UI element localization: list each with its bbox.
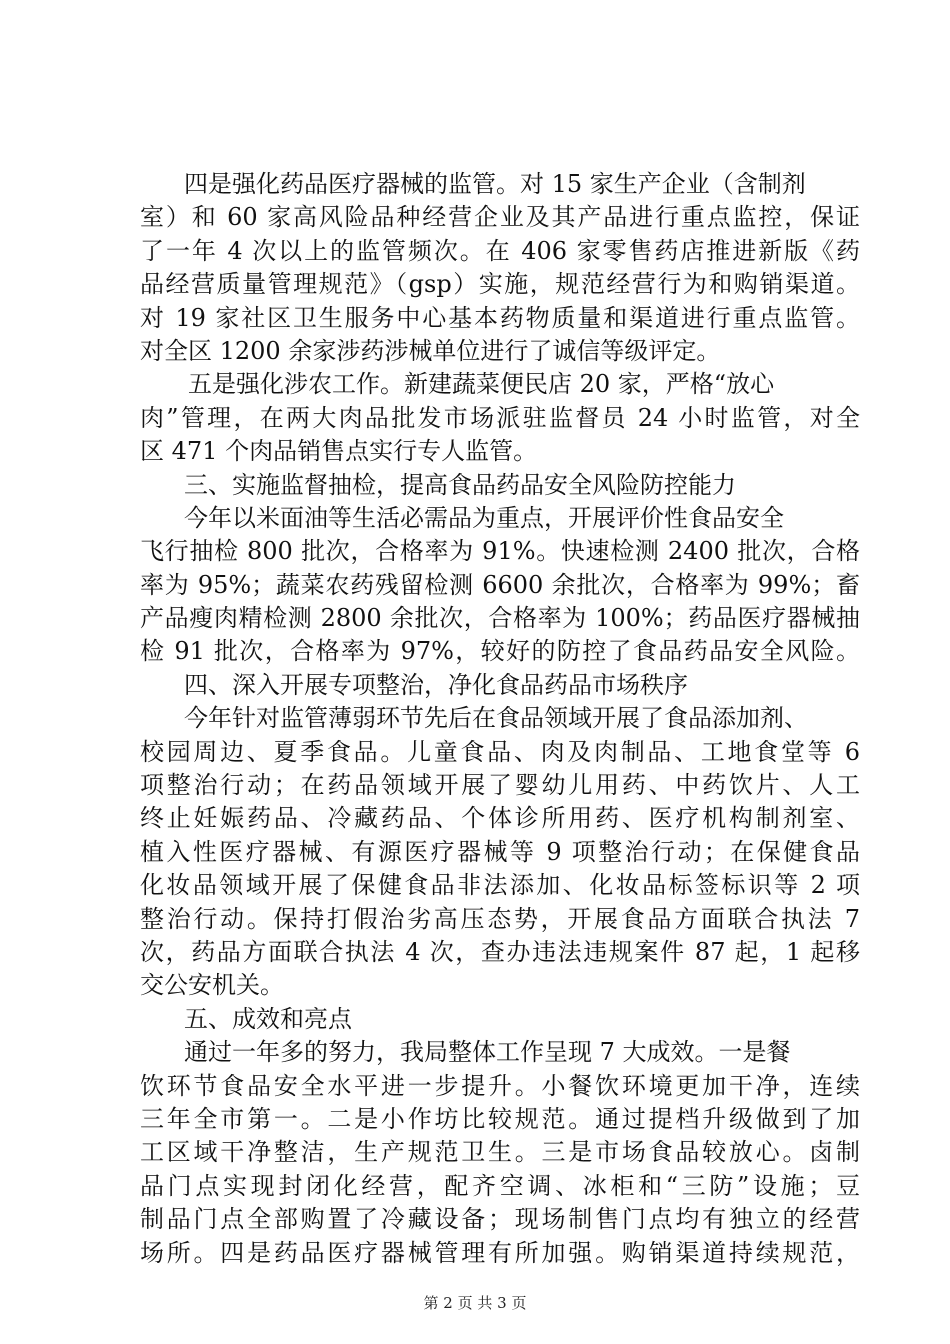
text-line: 场所。四是药品医疗器械管理有所加强。购销渠道持续规范，	[140, 1238, 860, 1267]
text-line: 工区域干净整洁，生产规范卫生。三是市场食品较放心。卤制	[140, 1138, 860, 1167]
text-line: 今年针对监管薄弱环节先后在食品领域开展了食品添加剂、	[184, 704, 808, 733]
text-line: 植入性医疗器械、有源医疗器械等 9 项整治行动；在保健食品	[140, 837, 860, 866]
text-line: 品经营质量管理规范》（gsp）实施，规范经营行为和购销渠道。	[140, 270, 860, 299]
text-line: 检 91 批次，合格率为 97%，较好的防控了食品药品安全风险。	[140, 637, 860, 666]
text-line: 室）和 60 家高风险品种经营企业及其产品进行重点监控，保证	[140, 203, 860, 232]
text-line: 校园周边、夏季食品。儿童食品、肉及肉制品、工地食堂等 6	[140, 737, 860, 766]
section-heading: 三、实施监督抽检，提高食品药品安全风险防控能力	[184, 470, 736, 499]
text-line: 四是强化药品医疗器械的监管。对 15 家生产企业（含制剂	[184, 170, 806, 198]
text-line: 通过一年多的努力，我局整体工作呈现 7 大成效。一是餐	[184, 1038, 791, 1067]
text-line: 对全区 1200 余家涉药涉械单位进行了诚信等级评定。	[140, 336, 721, 365]
text-line: 整治行动。保持打假治劣高压态势，开展食品方面联合执法 7	[140, 904, 860, 933]
text-line: 饮环节食品安全水平进一步提升。小餐饮环境更加干净，连续	[140, 1071, 860, 1100]
text-line: 制品门点全部购置了冷藏设备；现场制售门点均有独立的经营	[140, 1205, 860, 1234]
text-line: 三年全市第一。二是小作坊比较规范。通过提档升级做到了加	[140, 1104, 860, 1133]
text-line: 化妆品领域开展了保健食品非法添加、化妆品标签标识等 2 项	[140, 871, 860, 900]
text-line: 五是强化涉农工作。新建蔬菜便民店 20 家，严格“放心	[188, 370, 775, 399]
text-line: 次，药品方面联合执法 4 次，查办违法违规案件 87 起，1 起移	[140, 937, 860, 966]
section-heading: 五、成效和亮点	[184, 1004, 352, 1033]
text-line: 交公安机关。	[140, 971, 284, 1000]
text-line: 终止妊娠药品、冷藏药品、个体诊所用药、医疗机构制剂室、	[140, 804, 860, 833]
text-line: 了一年 4 次以上的监管频次。在 406 家零售药店推进新版《药	[140, 236, 860, 265]
text-line: 肉”管理，在两大肉品批发市场派驻监督员 24 小时监管，对全	[140, 403, 860, 432]
text-line: 品门点实现封闭化经营，配齐空调、冰柜和“三防”设施；豆	[140, 1171, 860, 1200]
text-line: 区 471 个肉品销售点实行专人监管。	[140, 437, 538, 466]
text-line: 对 19 家社区卫生服务中心基本药物质量和渠道进行重点监管。	[140, 303, 860, 332]
section-heading: 四、深入开展专项整治，净化食品药品市场秩序	[184, 670, 688, 699]
page-number-footer: 第 2 页 共 3 页	[423, 1294, 527, 1312]
text-line: 率为 95%；蔬菜农药残留检测 6600 余批次，合格率为 99%；畜	[140, 570, 860, 599]
document-body	[140, 168, 860, 1270]
text-line: 产品瘦肉精检测 2800 余批次，合格率为 100%；药品医疗器械抽	[140, 604, 860, 633]
text-line: 项整治行动；在药品领域开展了婴幼儿用药、中药饮片、人工	[140, 771, 860, 800]
text-line: 今年以米面油等生活必需品为重点，开展评价性食品安全	[184, 503, 784, 532]
text-line: 飞行抽检 800 批次，合格率为 91%。快速检测 2400 批次，合格	[140, 537, 860, 566]
